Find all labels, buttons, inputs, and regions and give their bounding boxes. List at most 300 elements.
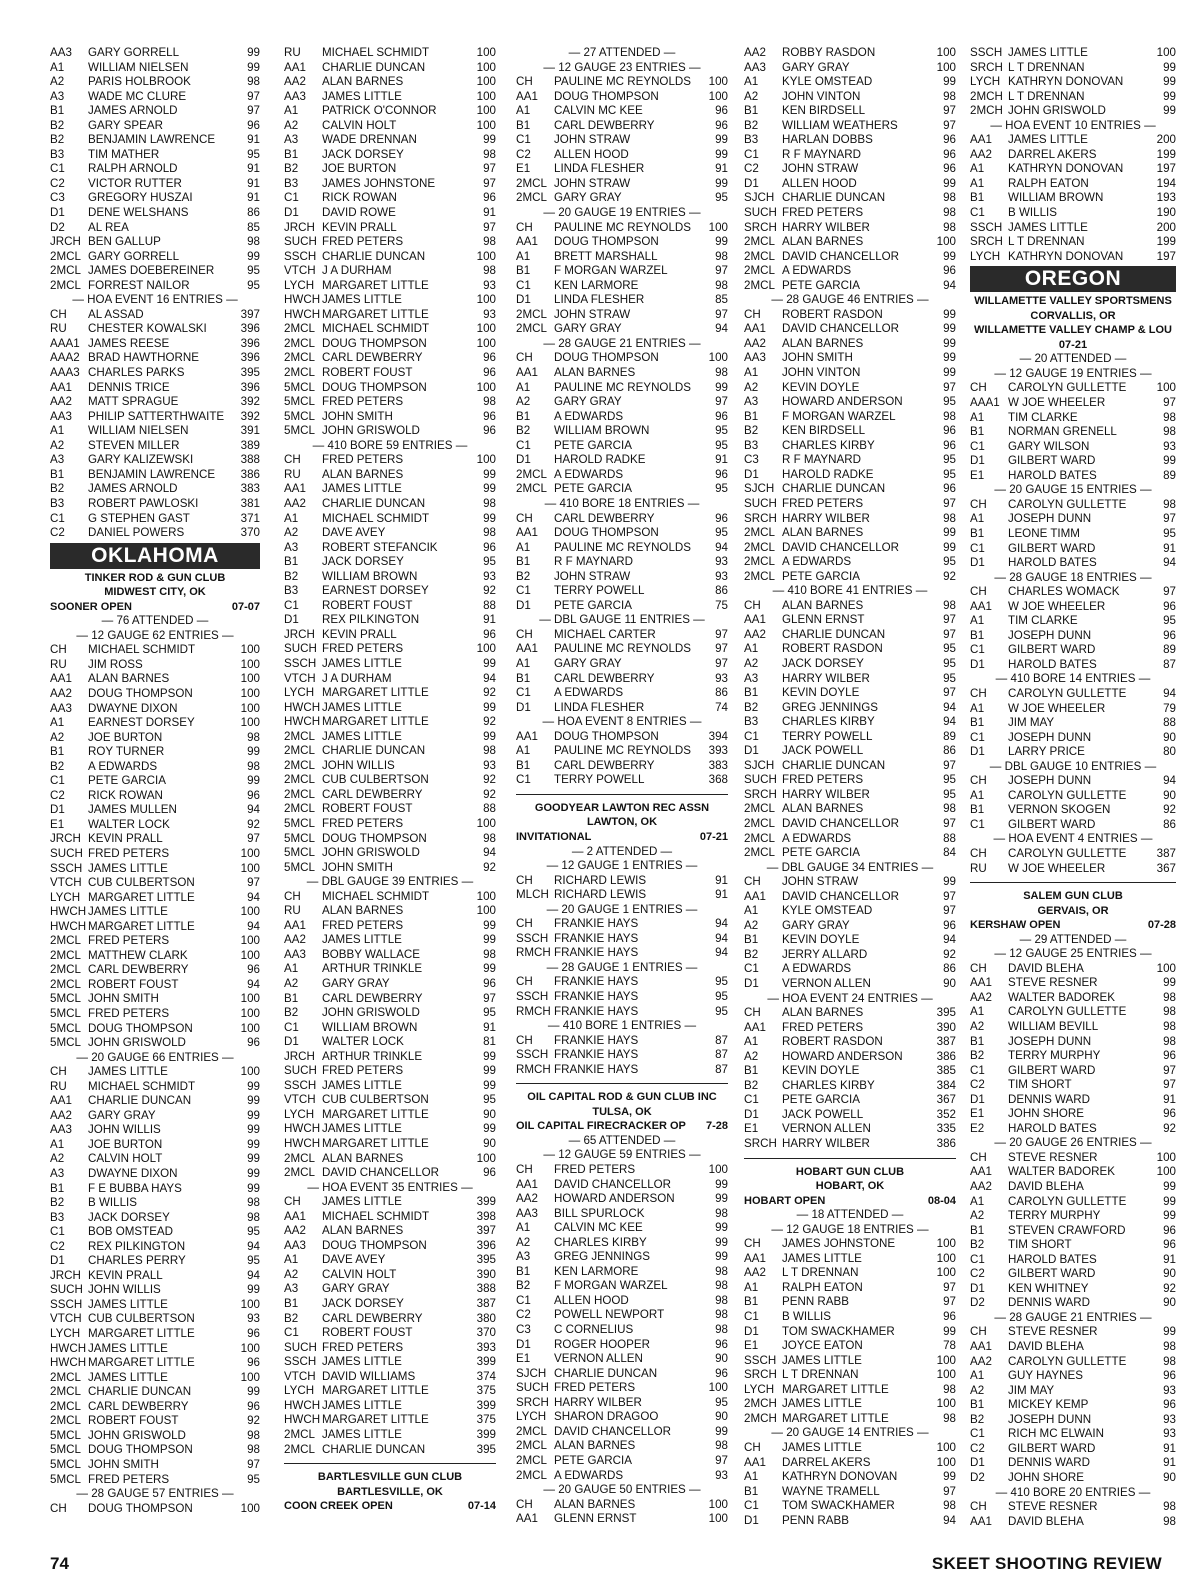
- shooter-name: DAVID CHANCELLOR: [782, 889, 900, 903]
- shooter-name: JOSEPH DUNN: [1008, 628, 1092, 642]
- score: 367: [1156, 861, 1176, 875]
- score: 97: [715, 307, 728, 321]
- shooter-name: JOSEPH DUNN: [1008, 1412, 1092, 1426]
- class-code: A2: [50, 730, 65, 744]
- result-row: [970, 1471, 1176, 1486]
- class-code: B1: [284, 147, 299, 161]
- score: 93: [1163, 1412, 1176, 1426]
- shooter-name: HARRY WILBER: [782, 1137, 870, 1151]
- result-row: [284, 642, 496, 657]
- class-code: AA2: [284, 933, 306, 947]
- class-code: D1: [970, 1456, 985, 1470]
- result-row: [284, 773, 496, 788]
- shooter-name: DENNIS WARD: [1008, 1092, 1091, 1106]
- class-code: SSCH: [516, 990, 549, 1003]
- result-row: [744, 439, 956, 454]
- score: 98: [943, 409, 956, 423]
- shooter-name: JACK DORSEY: [322, 555, 404, 569]
- shooter-name: JACK DORSEY: [88, 1210, 170, 1224]
- shooter-name: TIM SHORT: [1008, 1078, 1072, 1092]
- score: 381: [240, 496, 260, 510]
- class-code: B2: [744, 118, 759, 132]
- shooter-name: F MORGAN WARZEL: [554, 264, 668, 278]
- class-code: A2: [744, 656, 759, 670]
- class-code: CH: [970, 774, 987, 788]
- class-code: B1: [744, 104, 759, 118]
- score: 99: [943, 366, 956, 380]
- shooter-name: CHARLIE DUNCAN: [88, 1094, 192, 1108]
- shooter-name: A EDWARDS: [782, 962, 852, 976]
- class-code: B3: [50, 147, 65, 161]
- score: 100: [936, 235, 956, 249]
- shooter-name: DAVID CHANCELLOR: [554, 1177, 672, 1191]
- shooter-name: KEVIN DOYLE: [782, 933, 860, 947]
- result-row: [50, 1036, 260, 1051]
- shooter-name: KEN BIRDSELL: [782, 424, 866, 438]
- result-row: [516, 555, 728, 570]
- score: 97: [943, 627, 956, 641]
- score: 375: [476, 1384, 496, 1398]
- class-code: B2: [284, 162, 299, 176]
- shooter-name: CUB CULBERTSON: [322, 773, 429, 787]
- result-row: [744, 351, 956, 366]
- score: 96: [943, 1310, 956, 1324]
- score: 100: [240, 948, 260, 962]
- shooter-name: CHARLIE DUNCAN: [322, 744, 426, 758]
- result-row: [284, 613, 496, 628]
- score: 99: [483, 511, 496, 525]
- class-code: 2MCL: [516, 1453, 547, 1467]
- shooter-name: DAVID CHANCELLOR: [554, 1424, 672, 1438]
- shooter-name: DAVE AVEY: [322, 1253, 386, 1267]
- result-row: [284, 919, 496, 934]
- class-code: A1: [744, 75, 759, 89]
- score: 95: [715, 424, 728, 438]
- class-code: 2MCL: [284, 1442, 315, 1456]
- result-row: [284, 148, 496, 163]
- shooter-name: JOSEPH DUNN: [1008, 774, 1092, 788]
- score: 86: [715, 584, 728, 598]
- shooter-name: KEVIN PRALL: [322, 220, 397, 234]
- class-code: A3: [50, 453, 65, 467]
- result-row: [50, 46, 260, 61]
- score: 99: [1163, 60, 1176, 74]
- shooter-name: JAMES LITTLE: [322, 89, 402, 103]
- score: 100: [240, 657, 260, 671]
- result-row: [744, 1079, 956, 1094]
- class-code: C2: [50, 788, 65, 802]
- class-code: B2: [744, 947, 759, 961]
- score: 91: [247, 162, 260, 176]
- shooter-name: DANIEL POWERS: [88, 526, 185, 540]
- class-code: SRCH: [516, 1395, 549, 1409]
- score: 96: [247, 963, 260, 977]
- result-row: [50, 963, 260, 978]
- shooter-name: ALAN BARNES: [322, 1224, 404, 1238]
- event-subheader: — 29 ATTENDED —: [1019, 932, 1127, 946]
- shooter-name: CHARLIE DUNCAN: [88, 1385, 192, 1399]
- result-row: [744, 206, 956, 221]
- result-row: [284, 672, 496, 687]
- result-row: [284, 337, 496, 352]
- class-code: C1: [970, 541, 985, 555]
- class-code: CH: [970, 585, 987, 599]
- score: 89: [943, 729, 956, 743]
- score: 98: [715, 366, 728, 380]
- shooter-name: ROBBY RASDON: [782, 46, 876, 59]
- class-code: AA1: [970, 976, 992, 990]
- score: 99: [1163, 104, 1176, 118]
- class-code: 2MCL: [744, 540, 775, 554]
- shooter-name: GLENN ERNST: [554, 1512, 637, 1526]
- shooter-name: DAVID BLEHA: [1008, 1514, 1084, 1528]
- class-code: A1: [516, 656, 531, 670]
- class-code: A1: [50, 60, 65, 74]
- shooter-name: WADE MC CLURE: [88, 89, 187, 103]
- score: 383: [708, 758, 728, 772]
- score: 95: [1163, 614, 1176, 628]
- shooter-name: GARY GRAY: [554, 395, 622, 409]
- score: 97: [943, 904, 956, 918]
- class-code: CH: [970, 1500, 987, 1514]
- score: 96: [715, 104, 728, 118]
- class-code: 2MCL: [50, 1414, 81, 1428]
- shooter-name: GREGORY HUSZAI: [88, 191, 193, 205]
- result-row: [284, 351, 496, 366]
- shooter-name: MARGARET LITTLE: [322, 1384, 429, 1398]
- score: 91: [1163, 1456, 1176, 1470]
- shooter-name: JIM MAY: [1008, 716, 1055, 730]
- score: 99: [247, 1385, 260, 1399]
- result-row: [970, 658, 1176, 673]
- score: 92: [483, 715, 496, 729]
- result-row: [970, 1340, 1176, 1355]
- result-row: [284, 206, 496, 221]
- class-code: B1: [744, 686, 759, 700]
- result-row: [516, 1425, 728, 1440]
- class-code: HWCH: [284, 1122, 321, 1136]
- score: 367: [936, 1093, 956, 1107]
- class-code: CH: [50, 307, 67, 321]
- score: 96: [247, 1036, 260, 1050]
- shooter-name: TOM SWACKHAMER: [782, 1499, 895, 1513]
- score: 91: [247, 133, 260, 147]
- score: 388: [240, 453, 260, 467]
- score: 96: [1163, 1369, 1176, 1383]
- shooter-name: CHARLES KIRBY: [782, 438, 875, 452]
- class-code: B1: [50, 1181, 65, 1195]
- class-code: RU: [284, 46, 301, 59]
- class-code: B3: [50, 496, 65, 510]
- shooter-name: GILBERT WARD: [1008, 817, 1096, 831]
- result-row: [744, 482, 956, 497]
- class-code: AA2: [744, 1266, 766, 1280]
- event-subheader: — 28 GAUGE 18 ENTRIES —: [994, 570, 1152, 584]
- shooter-name: BRETT MARSHALL: [554, 249, 658, 263]
- shooter-name: MARGARET LITTLE: [782, 1382, 889, 1396]
- score: 100: [476, 904, 496, 918]
- score: 99: [247, 745, 260, 759]
- score: 96: [715, 1366, 728, 1380]
- result-row: [284, 133, 496, 148]
- class-code: C1: [516, 438, 531, 452]
- score: 197: [1156, 162, 1176, 176]
- class-code: AA3: [516, 1206, 538, 1220]
- shooter-name: JOHN WILLIS: [88, 1283, 161, 1297]
- result-row: [284, 1428, 496, 1443]
- event-subheader: — HOA EVENT 4 ENTRIES —: [993, 832, 1153, 846]
- result-row: [744, 948, 956, 963]
- result-row: [970, 1253, 1176, 1268]
- shooter-name: JAMES LITTLE: [782, 1440, 862, 1454]
- shooter-name: VICTOR RUTTER: [88, 176, 182, 190]
- shooter-name: CHARLIE DUNCAN: [322, 1442, 426, 1456]
- score: 100: [936, 1455, 956, 1469]
- event-subheader: — 20 GAUGE 26 ENTRIES —: [994, 1136, 1152, 1150]
- result-row: [744, 875, 956, 890]
- result-row: [516, 264, 728, 279]
- shooter-name: CHARLES PARKS: [88, 366, 185, 380]
- result-row: [516, 932, 728, 947]
- score: 96: [483, 191, 496, 205]
- class-code: C2: [970, 1441, 985, 1455]
- result-row: [50, 1138, 260, 1153]
- score: 98: [483, 947, 496, 961]
- shooter-name: JOHN SMITH: [782, 351, 853, 365]
- result-row: [516, 351, 728, 366]
- score: 395: [240, 366, 260, 380]
- shooter-name: KEVIN PRALL: [88, 1268, 163, 1282]
- result-row: [970, 1049, 1176, 1064]
- score: 91: [247, 176, 260, 190]
- class-code: AA3: [50, 1123, 72, 1137]
- shooter-name: JOHN SHORE: [1008, 1107, 1085, 1121]
- result-row: [744, 119, 956, 134]
- class-code: CH: [744, 1237, 761, 1251]
- score: 99: [943, 526, 956, 540]
- score: 97: [943, 496, 956, 510]
- class-code: AA3: [744, 351, 766, 365]
- result-row: [744, 933, 956, 948]
- class-code: CH: [744, 598, 761, 612]
- result-row: [970, 1413, 1176, 1428]
- result-row: [516, 453, 728, 468]
- result-row: [744, 468, 956, 483]
- shooter-name: CAROLYN GULLETTE: [1008, 846, 1127, 860]
- shooter-name: MARGARET LITTLE: [322, 1107, 429, 1121]
- score: 88: [483, 802, 496, 816]
- club-header: BARTLESVILLE, OK: [337, 1485, 443, 1498]
- result-row: [50, 760, 260, 775]
- shooter-name: JAMES LITTLE: [322, 482, 402, 496]
- club-header: 07-21: [1058, 338, 1088, 351]
- class-code: CH: [284, 453, 301, 467]
- class-code: AA1: [50, 1094, 72, 1108]
- score: 98: [247, 1428, 260, 1442]
- result-row: [516, 917, 728, 932]
- score: 99: [247, 1152, 260, 1166]
- class-code: C2: [516, 147, 531, 161]
- result-row: [50, 468, 260, 483]
- shooter-name: JAMES LITTLE: [88, 1370, 168, 1384]
- class-code: RU: [50, 1079, 67, 1093]
- score: 399: [476, 1355, 496, 1369]
- shooter-name: ROBERT RASDON: [782, 307, 883, 321]
- result-row: [50, 191, 260, 206]
- score: 100: [240, 992, 260, 1006]
- class-code: SUCH: [284, 1064, 317, 1078]
- result-row: [744, 1237, 956, 1252]
- result-row: [516, 104, 728, 119]
- score: 87: [715, 1048, 728, 1062]
- result-row: [284, 526, 496, 541]
- result-row: [744, 46, 956, 61]
- class-code: LYCH: [970, 75, 1001, 89]
- class-code: AA1: [970, 133, 992, 147]
- shooter-name: GILBERT WARD: [1008, 1441, 1096, 1455]
- shooter-name: ALAN BARNES: [322, 75, 404, 89]
- class-code: AA1: [970, 1165, 992, 1179]
- event-subheader: — HOA EVENT 24 ENTRIES —: [767, 991, 933, 1005]
- class-code: A3: [284, 133, 299, 147]
- score: 199: [1156, 147, 1176, 161]
- shooter-name: L T DRENNAN: [1008, 60, 1085, 74]
- score: 98: [943, 206, 956, 220]
- score: 74: [715, 700, 728, 714]
- result-row: [744, 904, 956, 919]
- shooter-name: RICH MC ELWAIN: [1008, 1427, 1104, 1441]
- score: 95: [483, 1006, 496, 1020]
- result-row: [970, 716, 1176, 731]
- result-row: [744, 148, 956, 163]
- result-row: [516, 541, 728, 556]
- event-subheader: — 2 ATTENDED —: [571, 844, 673, 858]
- class-code: 2MCL: [516, 467, 547, 481]
- shooter-name: DAVID BLEHA: [1008, 1340, 1084, 1354]
- shooter-name: JOHN WILLIS: [88, 1123, 161, 1137]
- event-subheader: — 65 ATTENDED —: [568, 1133, 676, 1147]
- class-code: 2MCL: [744, 264, 775, 278]
- score: 87: [1163, 657, 1176, 671]
- class-code: CH: [516, 220, 533, 234]
- score: 100: [708, 1163, 728, 1177]
- class-code: AA1: [50, 380, 72, 394]
- result-row: [50, 381, 260, 396]
- score: 99: [483, 700, 496, 714]
- shooter-name: G STEPHEN GAST: [88, 511, 190, 525]
- result-row: [970, 1020, 1176, 1035]
- class-code: SRCH: [744, 220, 777, 234]
- score: 99: [483, 482, 496, 496]
- score: 92: [483, 584, 496, 598]
- result-row: [744, 628, 956, 643]
- result-row: [970, 1122, 1176, 1137]
- result-row: [970, 1151, 1176, 1166]
- score: 97: [943, 1295, 956, 1309]
- class-code: D1: [970, 745, 985, 759]
- class-code: A2: [50, 438, 65, 452]
- shooter-name: JAMES LITTLE: [322, 1195, 402, 1209]
- class-code: RU: [970, 861, 987, 875]
- result-row: [516, 293, 728, 308]
- class-code: B1: [284, 1297, 299, 1311]
- class-code: A1: [516, 380, 531, 394]
- result-row: [970, 702, 1176, 717]
- class-code: A2: [516, 1235, 531, 1249]
- shooter-name: JOE BURTON: [88, 1137, 163, 1151]
- result-row: [516, 599, 728, 614]
- shoot-name: SOONER OPEN: [50, 600, 132, 613]
- class-code: A1: [284, 1253, 299, 1267]
- score: 99: [715, 1235, 728, 1249]
- class-code: LYCH: [284, 1384, 315, 1398]
- score: 391: [240, 424, 260, 438]
- result-row: [744, 541, 956, 556]
- shooter-name: STEVE RESNER: [1008, 1325, 1098, 1339]
- class-code: B2: [284, 1006, 299, 1020]
- shooter-name: JACK POWELL: [782, 744, 864, 758]
- result-row: [50, 1356, 260, 1371]
- result-row: [284, 1064, 496, 1079]
- result-row: [744, 817, 956, 832]
- class-code: CH: [744, 1440, 761, 1454]
- score: 392: [240, 395, 260, 409]
- result-row: [516, 1178, 728, 1193]
- class-code: AA1: [516, 89, 538, 103]
- result-row: [970, 235, 1176, 250]
- result-row: [744, 1035, 956, 1050]
- score: 97: [715, 627, 728, 641]
- score: 98: [1163, 410, 1176, 424]
- shooter-name: CHARLES KIRBY: [782, 1078, 875, 1092]
- result-row: [284, 1210, 496, 1225]
- score: 100: [1156, 1165, 1176, 1179]
- class-code: 5MCL: [50, 992, 81, 1006]
- shooter-name: FRED PETERS: [322, 453, 404, 467]
- shooter-name: KATHRYN DONOVAN: [782, 1470, 898, 1484]
- class-code: SSCH: [50, 861, 83, 875]
- class-code: AA1: [970, 599, 992, 613]
- shooter-name: KATHRYN DONOVAN: [1008, 75, 1124, 89]
- shooter-name: ALAN BARNES: [782, 1006, 864, 1020]
- score: 78: [943, 1339, 956, 1353]
- class-code: 2MCL: [516, 1424, 547, 1438]
- class-code: CH: [284, 1195, 301, 1209]
- score: 99: [715, 1250, 728, 1264]
- class-code: CH: [744, 1006, 761, 1020]
- shooter-name: FRED PETERS: [88, 846, 170, 860]
- class-code: B3: [744, 438, 759, 452]
- score: 100: [240, 846, 260, 860]
- shooter-name: ALAN BARNES: [554, 1497, 636, 1511]
- result-row: [970, 1165, 1176, 1180]
- score: 91: [1163, 1441, 1176, 1455]
- class-code: VTCH: [284, 1093, 316, 1107]
- class-code: B1: [50, 745, 65, 759]
- class-code: B1: [516, 118, 531, 132]
- class-code: B2: [284, 1311, 299, 1325]
- score: 99: [483, 918, 496, 932]
- result-row: [284, 686, 496, 701]
- club-header: WILLAMETTE VALLEY CHAMP & LOU: [974, 324, 1172, 337]
- result-row: [50, 482, 260, 497]
- shooter-name: W JOE WHEELER: [1008, 701, 1106, 715]
- score: 90: [1163, 1470, 1176, 1484]
- class-code: B2: [284, 569, 299, 583]
- result-row: [284, 177, 496, 192]
- class-code: 2MCL: [284, 729, 315, 743]
- shooter-name: CHARLIE DUNCAN: [782, 627, 886, 641]
